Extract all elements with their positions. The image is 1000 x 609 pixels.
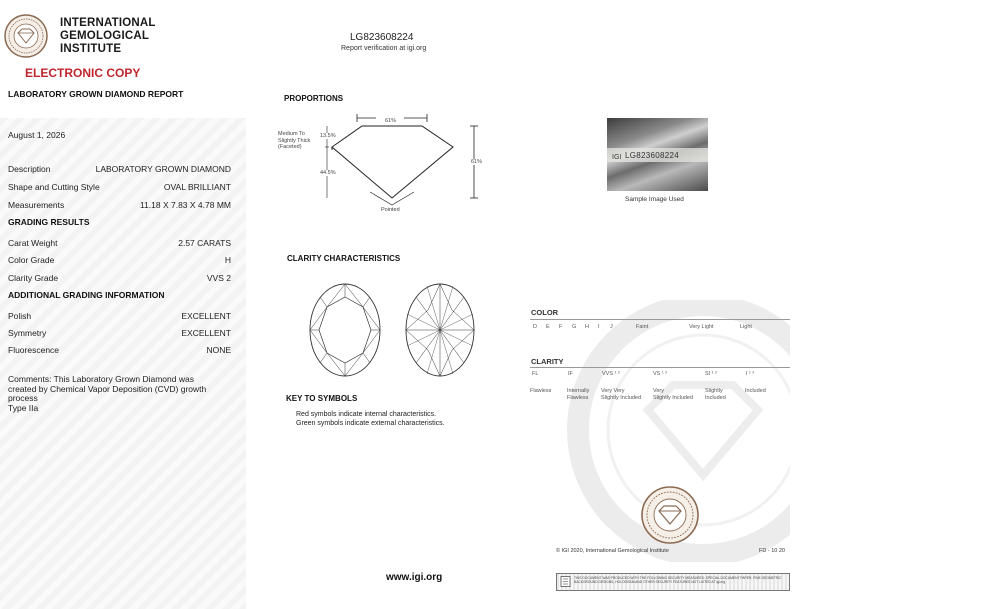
- org-line: GEMOLOGICAL: [60, 30, 150, 42]
- clarity-characteristics-title: CLARITY CHARACTERISTICS: [287, 254, 401, 263]
- grading-results-title: GRADING RESULTS: [8, 217, 90, 227]
- color-letter: J: [610, 324, 613, 330]
- comment-line: Type IIa: [8, 402, 39, 413]
- grading-label: Color Grade: [8, 255, 55, 265]
- clarity-grade: SI ¹ ²: [705, 371, 717, 377]
- security-text: THIS DOCUMENT WAS PRODUCED WITH THE FOLLOWING SECURITY MEASURES: SPECIAL DOCUMENT PAPER, FINE GEOMETRIC BACKGROUND DESIGNS, HOLOGRAM AND OTHER SECURITY FEATURES NOT LISTED AT igi.org: [574, 576, 782, 584]
- sample-inscription-text: LG823608224: [625, 151, 680, 160]
- color-scale-divider: [530, 319, 790, 320]
- sample-inscription-image: [607, 118, 708, 191]
- electronic-copy-label: ELECTRONIC COPY: [25, 66, 141, 80]
- proportions-title: PROPORTIONS: [284, 94, 344, 103]
- girdle-line: Medium To: [278, 131, 305, 137]
- clarity-desc-line: Included: [705, 395, 726, 401]
- additional-label: Polish: [8, 311, 32, 321]
- grading-value: VVS 2: [206, 273, 231, 283]
- key-line: Red symbols indicate internal characteristics.: [296, 411, 437, 418]
- clarity-desc-line: Slightly: [705, 388, 723, 394]
- additional-value: EXCELLENT: [181, 311, 231, 321]
- key-to-symbols-title: KEY TO SYMBOLS: [286, 394, 358, 403]
- clarity-scale-title: CLARITY: [531, 357, 564, 366]
- key-line: Green symbols indicate external characteristics.: [296, 420, 445, 427]
- crown-percent: 13.5%: [320, 133, 336, 139]
- organization-name: [60, 17, 156, 56]
- clarity-desc: Included: [745, 388, 766, 394]
- additional-grading-title: ADDITIONAL GRADING INFORMATION: [8, 290, 165, 300]
- grading-value: H: [224, 255, 231, 265]
- culet-label: Pointed: [381, 207, 400, 213]
- copyright: © IGI 2020, International Gemological Institute: [556, 548, 669, 554]
- color-scale-title: COLOR: [531, 308, 559, 317]
- pavilion-plot-diagram: [400, 280, 480, 380]
- field-value: OVAL BRILLIANT: [163, 182, 231, 192]
- grading-label: Carat Weight: [8, 238, 58, 248]
- clarity-grade: VS ¹ ²: [653, 371, 668, 377]
- comment-line: Comments: This Laboratory Grown Diamond was: [8, 374, 194, 384]
- grading-label: Clarity Grade: [8, 273, 59, 283]
- girdle-line: Slightly Thick: [278, 137, 311, 144]
- report-title: LABORATORY GROWN DIAMOND REPORT: [8, 89, 184, 99]
- clarity-desc-line: Very Very: [601, 388, 625, 394]
- girdle-line: (Faceted): [278, 144, 302, 150]
- field-value: LABORATORY GROWN DIAMOND: [95, 164, 231, 174]
- igi-seal-icon: [4, 14, 48, 58]
- field-label: Description: [8, 164, 51, 174]
- clarity-desc: [567, 388, 589, 402]
- table-percent: 61%: [385, 118, 397, 124]
- clarity-desc: [601, 388, 641, 402]
- clarity-desc-line: Internally: [567, 388, 590, 394]
- field-value: 11.18 X 7.83 X 4.78 MM: [139, 200, 231, 210]
- clarity-grade: FL: [532, 371, 539, 377]
- form-code: FD - 10 20: [759, 548, 785, 554]
- igi-mini-logo-icon: [612, 151, 623, 160]
- report-verification: Report verification at igi.org: [341, 45, 427, 52]
- clarity-desc: [653, 388, 693, 402]
- clarity-desc: [705, 388, 726, 402]
- depth-percent: 61%: [471, 159, 483, 165]
- website: www.igi.org: [386, 572, 443, 583]
- org-line: INTERNATIONAL: [60, 17, 156, 29]
- clarity-desc-line: Slightly Included: [601, 395, 642, 401]
- field-label: Shape and Cutting Style: [8, 182, 100, 192]
- pavilion-percent: 44.5%: [320, 170, 336, 176]
- color-band: Faint: [636, 324, 649, 330]
- sample-caption: Sample Image Used: [625, 196, 684, 203]
- clarity-grade: IF: [568, 371, 573, 377]
- clarity-desc-line: Flawless: [567, 395, 589, 401]
- document-icon: [560, 576, 571, 587]
- proportions-diagram: [270, 110, 495, 220]
- color-band: Very Light: [689, 324, 714, 330]
- color-letter: I: [598, 324, 600, 330]
- color-letter: D: [533, 324, 537, 330]
- clarity-desc-line: Slightly Included: [653, 395, 694, 401]
- comment-line: created by Chemical Vapor Deposition (CVD) growth: [8, 383, 207, 394]
- color-letter: H: [585, 324, 589, 330]
- clarity-grade: I ¹ ²: [746, 371, 755, 377]
- clarity-scale-divider: [530, 367, 790, 368]
- comments: [8, 375, 243, 413]
- key-to-symbols-text: [296, 410, 445, 428]
- report-date: August 1, 2026: [8, 130, 66, 140]
- comment-line: process: [8, 393, 38, 403]
- security-strip: [556, 573, 790, 591]
- org-line: INSTITUTE: [60, 43, 122, 55]
- additional-label: Symmetry: [8, 328, 47, 338]
- clarity-desc: Flawless: [530, 388, 552, 394]
- svg-text:IGI: IGI: [612, 154, 622, 160]
- report-number: LG823608224: [350, 32, 414, 43]
- additional-value: NONE: [206, 345, 231, 355]
- clarity-desc-line: Very: [653, 388, 665, 394]
- igi-seal-icon: [641, 486, 699, 544]
- crown-plot-diagram: [305, 280, 385, 380]
- clarity-grade: VVS ¹ ²: [602, 371, 620, 377]
- additional-label: Fluorescence: [8, 345, 60, 355]
- field-label: Measurements: [8, 200, 65, 210]
- color-letter: E: [546, 324, 550, 330]
- girdle-label: [278, 131, 310, 151]
- color-letter: G: [572, 324, 577, 330]
- color-letter: F: [559, 324, 563, 330]
- additional-value: EXCELLENT: [181, 328, 231, 338]
- color-band: Light: [740, 324, 752, 330]
- grading-value: 2.57 CARATS: [178, 238, 231, 248]
